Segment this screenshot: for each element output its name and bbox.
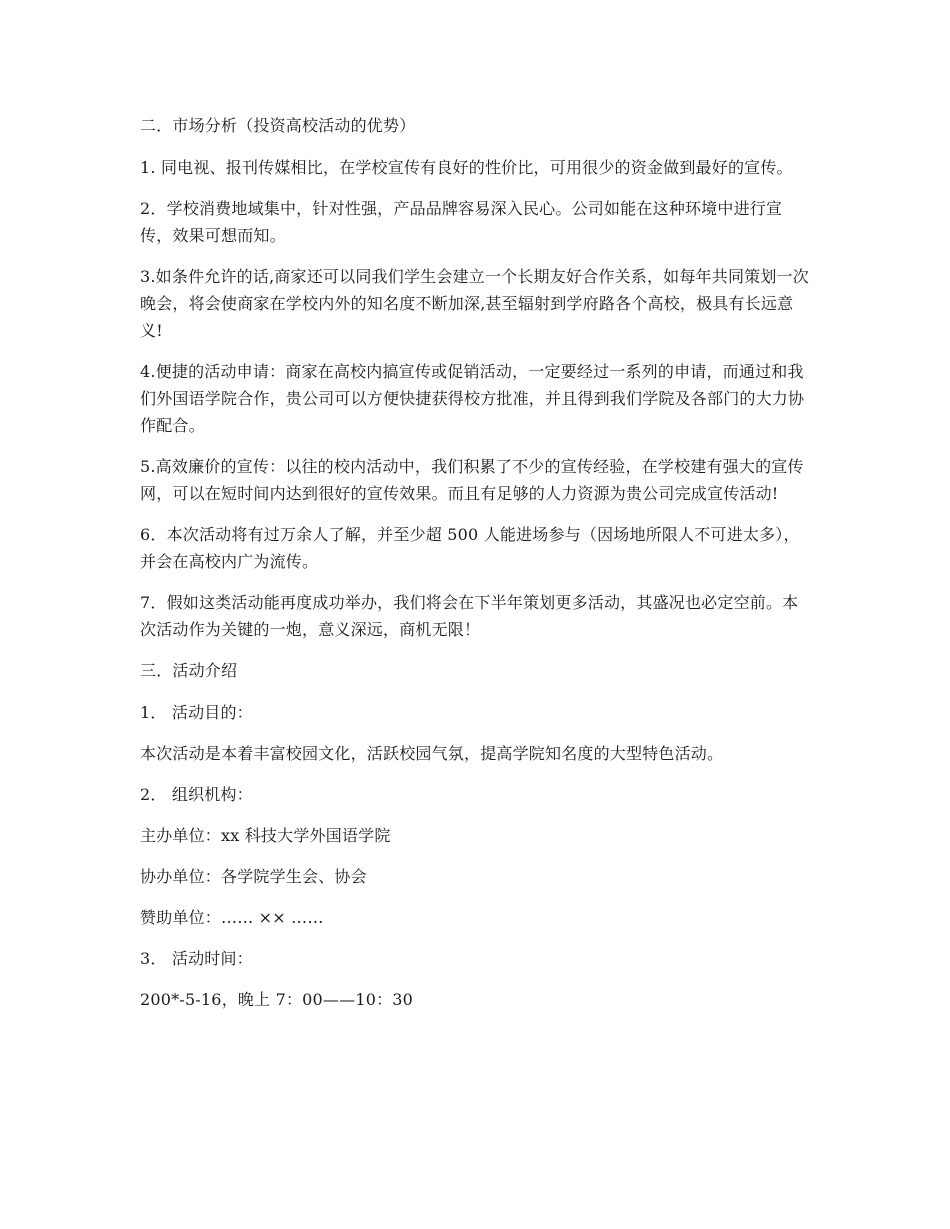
section-heading-market-analysis: 二．市场分析（投资高校活动的优势） xyxy=(140,116,416,135)
subheading-organization: 2． 组织机构： xyxy=(140,785,253,804)
line-co-organizer: 协办单位：各学院学生会、协会 xyxy=(140,867,367,886)
subheading-activity-time: 3． 活动时间： xyxy=(140,949,253,968)
paragraph-advantage-5: 5.高效廉价的宣传：以往的校内活动中，我们积累了不少的宣传经验，在学校建有强大的宣传网，可以在短时间内达到很好的宣传效果。而且有足够的人力资源为贵公司完成宣传活动! xyxy=(140,457,804,503)
line-activity-time: 200*-5-16，晚上 7：00——10：30 xyxy=(140,990,414,1009)
paragraph-advantage-7: 7．假如这类活动能再度成功举办，我们将会在下半年策划更多活动，其盛况也必定空前。本次活动作为关键的一炮，意义深远，商机无限！ xyxy=(140,593,799,639)
section-heading-activity-intro: 三．活动介绍 xyxy=(140,661,238,680)
paragraph-advantage-6: 6．本次活动将有过万余人了解，并至少超 500 人能进场参与（因场地所限人不可进太多），并会在高校内广为流传。 xyxy=(140,525,800,571)
paragraph-advantage-3: 3.如条件允许的话,商家还可以同我们学生会建立一个长期友好合作关系，如每年共同策划一次晚会，将会使商家在学校内外的知名度不断加深,甚至辐射到学府路各个高校，极具有长远意义! xyxy=(140,267,809,340)
subheading-activity-purpose: 1． 活动目的： xyxy=(140,703,253,722)
document-page xyxy=(140,112,812,1027)
paragraph-advantage-2: 2．学校消费地域集中，针对性强，产品品牌容易深入民心。公司如能在这种环境中进行宣传，效果可想而知。 xyxy=(140,199,783,245)
line-sponsor: 赞助单位：…… ×× …… xyxy=(140,908,324,927)
line-organizer: 主办单位：xx 科技大学外国语学院 xyxy=(140,826,391,845)
paragraph-advantage-4: 4.便捷的活动申请：商家在高校内搞宣传或促销活动，一定要经过一系列的申请，而通过和我们外国语学院合作，贵公司可以方便快捷获得校方批准，并且得到我们学院及各部门的大力协作配合。 xyxy=(140,362,805,435)
paragraph-activity-purpose: 本次活动是本着丰富校园文化，活跃校园气氛，提高学院知名度的大型特色活动。 xyxy=(140,744,724,763)
paragraph-advantage-1: 1. 同电视、报刊传媒相比，在学校宣传有良好的性价比，可用很少的资金做到最好的宣传。 xyxy=(140,158,793,177)
